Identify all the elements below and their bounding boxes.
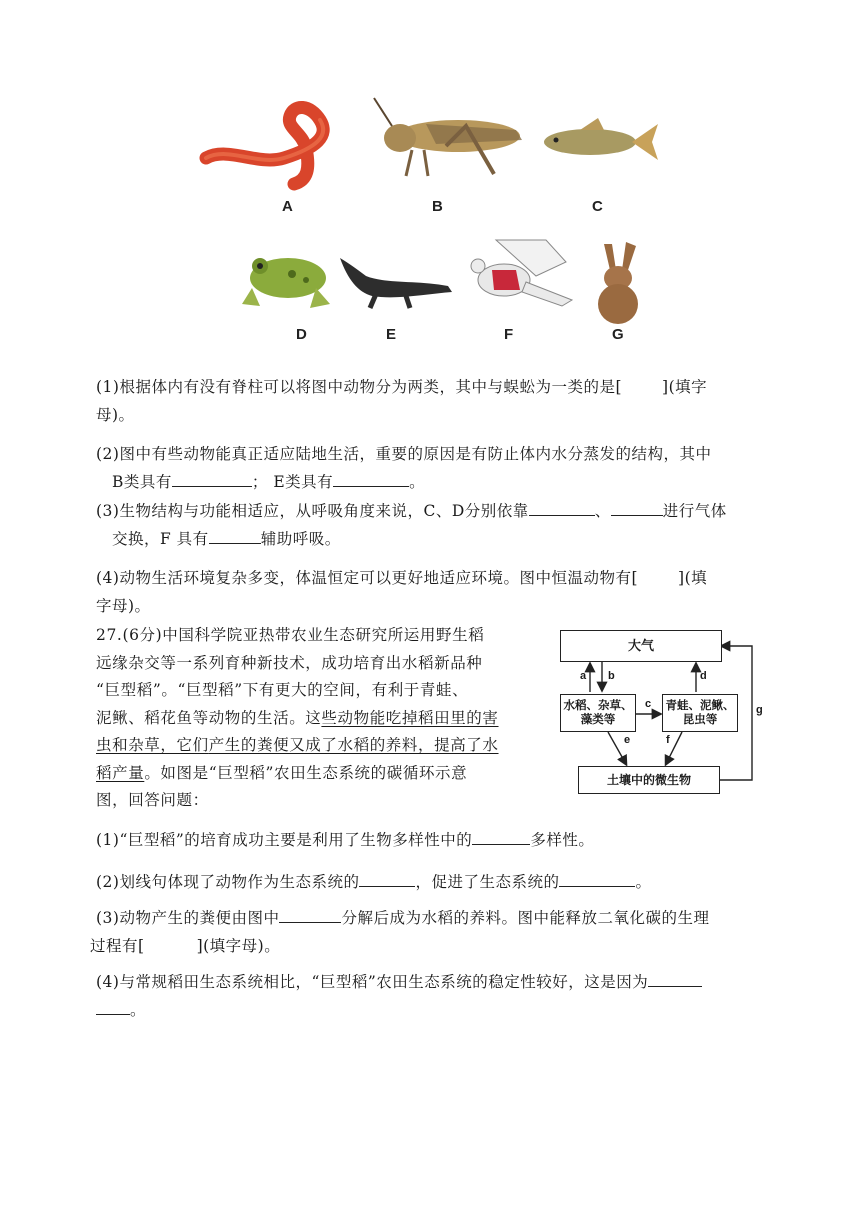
answer-blank[interactable] [529, 499, 595, 516]
arrow-label-f: f [666, 734, 670, 746]
answer-blank[interactable] [333, 470, 409, 487]
atmosphere-box: 大气 [560, 630, 722, 662]
grasshopper-image [366, 96, 530, 184]
underlined-sentence: 稻产量 [96, 763, 145, 782]
q26-part3: (3)生物结构与功能相适应，从呼吸角度来说，C、D分别依靠 、 进行气体 交换，F 具有 辅助呼吸。 [96, 497, 776, 553]
pigeon-image [466, 236, 576, 312]
arrow-label-a: a [580, 670, 587, 682]
label-a: A [282, 198, 293, 215]
label-g: G [612, 326, 624, 343]
label-f: F [504, 326, 514, 343]
label-c: C [592, 198, 603, 215]
arrow-label-c: c [645, 698, 652, 710]
carbon-cycle-diagram [548, 620, 774, 798]
answer-blank[interactable] [559, 870, 635, 887]
frog-image [236, 248, 336, 312]
answer-blank[interactable] [648, 970, 702, 987]
q27-part1: (1)“巨型稻”的培育成功主要是利用了生物多样性中的 多样性。 [96, 826, 776, 854]
q27-part2: (2)划线句体现了动物作为生态系统的 ，促进了生态系统的 。 [96, 868, 776, 896]
arrow-label-e: e [624, 734, 631, 746]
answer-blank[interactable] [611, 499, 663, 516]
answer-blank[interactable] [96, 998, 130, 1015]
answer-blank[interactable] [209, 527, 261, 544]
decomposers-box: 土壤中的微生物 [578, 766, 720, 794]
label-e: E [386, 326, 397, 343]
rabbit-image [590, 240, 646, 326]
arrow-label-d: d [700, 670, 707, 682]
q26-part1: (1)根据体内有没有脊柱可以将图中动物分为两类，其中与蜈蚣为一类的是[ ](填字 母)。 [96, 378, 708, 424]
fish-image [540, 116, 660, 166]
q27-part3: (3)动物产生的粪便由图中 分解后成为水稻的养料。图中能释放二氧化碳的生理 过程有[ ](填字母)。 [90, 904, 780, 960]
arrow-label-b: b [608, 670, 615, 682]
earthworm-image [198, 96, 344, 192]
underlined-sentence: 虫和杂草，它们 [96, 736, 209, 754]
arrow-label-g: g [756, 704, 763, 716]
producers-box: 水稻、杂草、藻类等 [560, 694, 636, 732]
crocodile-image [336, 250, 456, 312]
q26-part4: (4)动物生活环境复杂多变，体温恒定可以更好地适应环境。图中恒温动物有[ ](填 字母)。 [96, 569, 708, 615]
label-b: B [432, 198, 443, 215]
underlined-sentence: 些动物能吃掉稻田里的害 [321, 708, 499, 727]
consumers-box: 青蛙、泥鳅、昆虫等 [662, 694, 738, 732]
answer-blank[interactable] [279, 906, 341, 923]
underlined-sentence: 产生的粪便又成了水稻的养料，提高了水 [208, 736, 499, 754]
label-d: D [296, 326, 307, 343]
q27-part4: (4)与常规稻田生态系统相比，“巨型稻”农田生态系统的稳定性较好，这是因为 。 [96, 968, 776, 1024]
answer-blank[interactable] [172, 470, 252, 487]
q26-part2: (2)图中有些动物能真正适应陆地生活，重要的原因是有防止体内水分蒸发的结构，其中 B类具有 ； E类具有 。 [96, 445, 712, 491]
q27-intro: 27.(6分)中国科学院亚热带农业生态研究所运用野生稻 远缘杂交等一系列育种新技术，成功培育出水稻新品种 “巨型稻”。“巨型稻”下有更大的空间，有利于青蛙、 泥鳅、稻花鱼等动物的生活。这些动物能吃掉稻田里的害 虫和杂草，它们产生的粪便又成了水稻的养料，提高了水 稻产量。如图是“巨型稻”农田生态系统的碳循环示意 图，回答问题： [96, 626, 499, 809]
answer-blank[interactable] [472, 828, 530, 845]
answer-blank[interactable] [359, 870, 415, 887]
